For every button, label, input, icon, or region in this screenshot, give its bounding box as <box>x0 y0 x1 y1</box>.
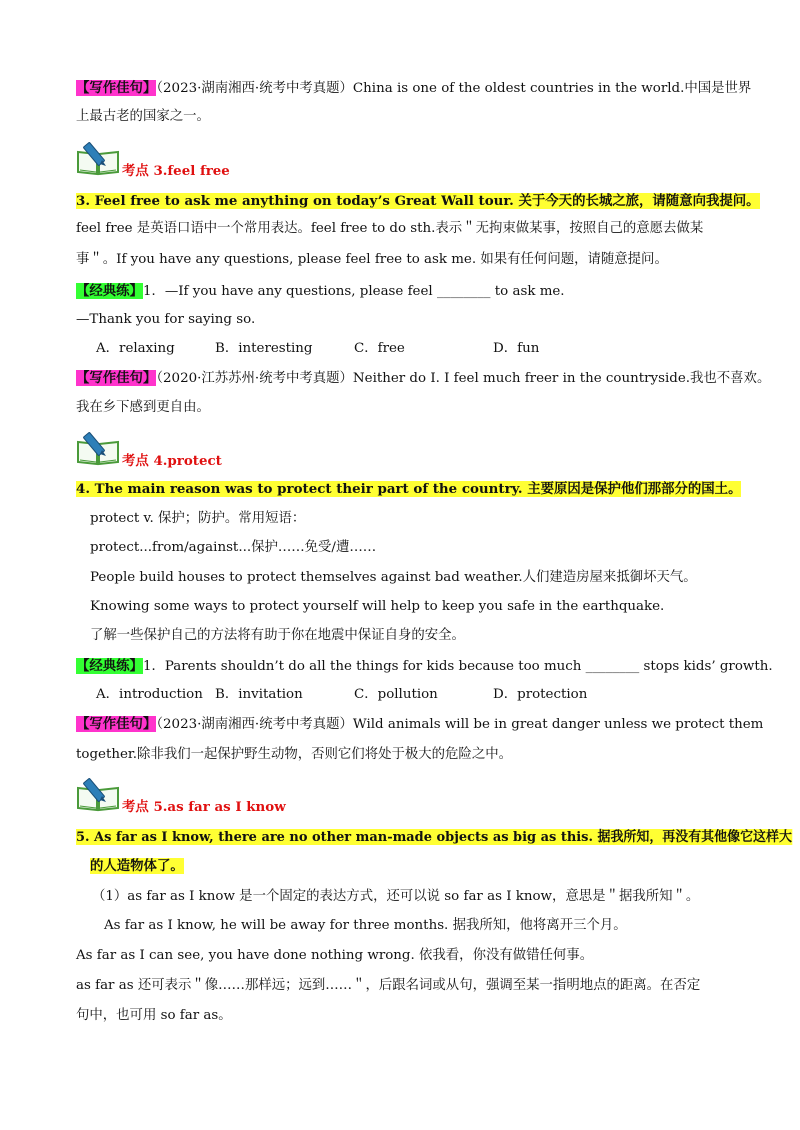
point-3-sentence <box>76 192 760 211</box>
point-4-exercise <box>76 657 773 676</box>
point-5-line-4: as far as 还可表示＂像……那样远；远到……＂，后跟名词或从句，强调至某一指明地点的距离。在否定 <box>76 978 701 993</box>
example-text-continued: 我在乡下感到更自由。 <box>76 400 210 415</box>
point-3-options <box>96 340 539 358</box>
point-3-title: 考点 3.feel free <box>122 163 230 179</box>
exam-source: （2023·湖南湘西·统考中考真题） <box>156 81 353 96</box>
practice-tag: 【经典练】 <box>76 283 143 299</box>
point-5-line-3: As far as I can see, you have done nothing wrong. 依我看，你没有做错任何事。 <box>76 948 594 963</box>
point-4-sentence <box>76 480 741 499</box>
point-3-exercise <box>76 282 565 301</box>
example-text-continued: 上最古老的国家之一。 <box>76 109 210 124</box>
writing-example-1 <box>76 79 751 98</box>
option-a: A．introduction <box>96 687 203 702</box>
option-b: B．invitation <box>215 687 303 702</box>
book-pencil-icon <box>76 430 120 466</box>
highlighted-sentence: 3. Feel free to ask me anything on today’s Great Wall tour. 关于今天的长城之旅，请随意向我提问。 <box>76 193 760 209</box>
highlighted-sentence: 的人造物体了。 <box>90 858 184 874</box>
exercise-reply: —Thank you for saying so. <box>76 312 256 327</box>
option-c: C．free <box>354 341 405 356</box>
point-5-line-2: As far as I know, he will be away for three months. 据我所知，他将离开三个月。 <box>104 918 627 933</box>
point-4-line-3: People build houses to protect themselves against bad weather.人们建造房屋来抵御坏天气。 <box>90 570 697 585</box>
highlighted-sentence: 5. As far as I know, there are no other man-made objects as big as this. 据我所知，再没有其他像它这样大 <box>76 829 792 845</box>
point-3-explain-a: feel free 是英语口语中一个常用表达。feel free to do sth.表示＂无拘束做某事，按照自己的意愿去做某 <box>76 221 704 236</box>
exercise-question: —If you have any questions, please feel ________ to ask me. <box>164 284 565 299</box>
point-4-options <box>96 686 587 704</box>
point-5-line-1: （1）as far as I know 是一个固定的表达方式，还可以说 so far as I know，意思是＂据我所知＂。 <box>92 889 700 904</box>
point-3-explain-b: 事＂。If you have any questions, please feel free to ask me. 如果有任何问题，请随意提问。 <box>76 252 668 267</box>
highlighted-sentence: 4. The main reason was to protect their part of the country. 主要原因是保护他们那部分的国土。 <box>76 481 742 497</box>
exam-source: （2020·江苏苏州·统考中考真题） <box>156 371 353 386</box>
exercise-number: 1． <box>142 659 165 674</box>
point-4-line-1: protect v. 保护；防护。常用短语： <box>90 511 306 526</box>
option-b: B．interesting <box>215 341 313 356</box>
option-d: D．fun <box>493 341 540 356</box>
example-text: Neither do I. I feel much freer in the countryside.我也不喜欢。 <box>352 371 771 386</box>
option-d: D．protection <box>493 687 588 702</box>
point-4-line-4: Knowing some ways to protect yourself will help to keep you safe in the earthquake. <box>90 599 665 614</box>
option-a: A．relaxing <box>96 341 175 356</box>
writing-tag: 【写作佳句】 <box>76 370 157 386</box>
example-text: Wild animals will be in great danger unless we protect them <box>352 717 764 732</box>
point-4-line-5: 了解一些保护自己的方法将有助于你在地震中保证自身的安全。 <box>90 628 465 643</box>
option-c: C．pollution <box>354 687 438 702</box>
practice-tag: 【经典练】 <box>76 658 143 674</box>
writing-example-2 <box>76 369 770 388</box>
book-pencil-icon <box>76 776 120 812</box>
example-text-continued: together.除非我们一起保护野生动物，否则它们将处于极大的危险之中。 <box>76 747 512 762</box>
point-5-title: 考点 5.as far as I know <box>122 799 286 815</box>
example-text: China is one of the oldest countries in the world.中国是世界 <box>352 81 752 96</box>
point-4-title: 考点 4.protect <box>122 453 222 469</box>
writing-example-3 <box>76 715 763 734</box>
exam-source: （2023·湖南湘西·统考中考真题） <box>156 717 353 732</box>
point-4-line-2: protect...from/against...保护……免受/遭…… <box>90 540 377 555</box>
exercise-number: 1． <box>142 284 165 299</box>
exercise-question: Parents shouldn’t do all the things for kids because too much ________ stops kids’ growth. <box>164 659 773 674</box>
point-5-line-5: 句中，也可用 so far as。 <box>76 1008 232 1023</box>
writing-tag: 【写作佳句】 <box>76 80 157 96</box>
book-pencil-icon <box>76 140 120 176</box>
point-5-sentence <box>76 828 792 847</box>
writing-tag: 【写作佳句】 <box>76 716 157 732</box>
point-5-sentence-continued <box>90 857 184 876</box>
